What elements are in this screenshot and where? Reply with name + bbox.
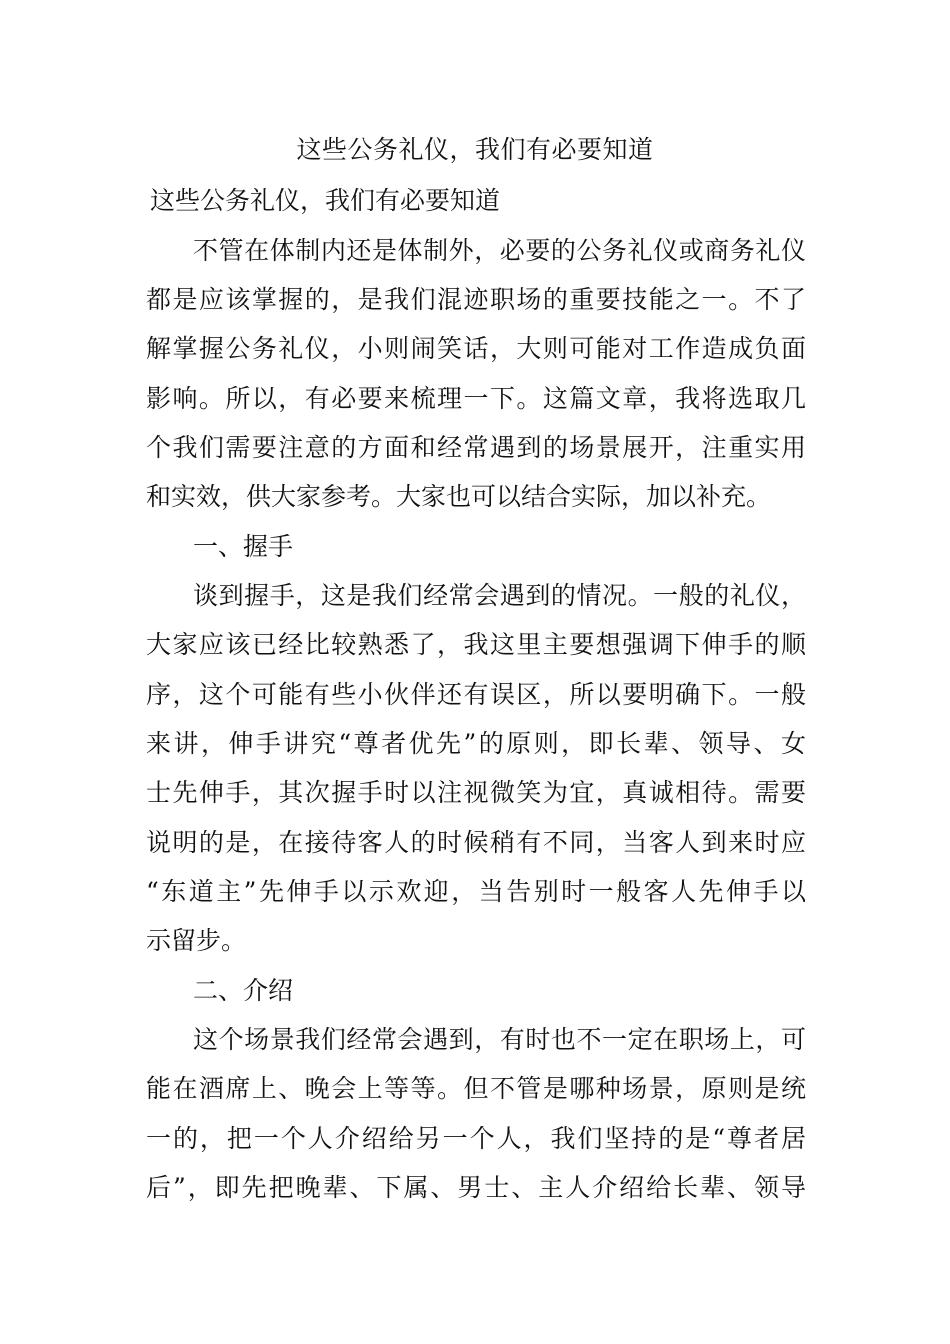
section1-line: 示留步。 [146,926,247,955]
section2-line: 后”，即先把晚辈、下属、男士、主人介绍给长辈、领导 [146,1173,806,1202]
document-title: 这些公务礼仪，我们有必要知道 [296,135,654,164]
intro-line: 个我们需要注意的方面和经常遇到的场景展开，注重实用 [146,433,806,462]
section1-line: 大家应该已经比较熟悉了，我这里主要想强调下伸手的顺 [146,630,806,659]
section1-line: 谈到握手，这是我们经常会遇到的情况。一般的礼仪， [193,581,806,610]
section1-line: 说明的是，在接待客人的时候稍有不同，当客人到来时应 [146,828,806,857]
document-subtitle: 这些公务礼仪，我们有必要知道 [150,186,501,215]
section1-line: 士先伸手，其次握手时以注视微笑为宜，真诚相待。需要 [146,778,806,807]
intro-line: 都是应该掌握的，是我们混迹职场的重要技能之一。不了 [146,285,806,314]
section1-line: “东道主”先伸手以示欢迎，当告别时一般客人先伸手以 [146,877,806,906]
intro-line: 和实效，供大家参考。大家也可以结合实际，加以补充。 [146,482,772,511]
section-heading-introduction: 二、介绍 [193,976,294,1005]
intro-line: 解掌握公务礼仪，小则闹笑话，大则可能对工作造成负面 [146,334,806,363]
section1-line: 序，这个可能有些小伙伴还有误区，所以要明确下。一般 [146,680,806,709]
intro-line: 影响。所以，有必要来梳理一下。这篇文章，我将选取几 [146,384,806,413]
section2-line: 一的，把一个人介绍给另一个人，我们坚持的是“尊者居 [146,1124,806,1153]
section-heading-handshake: 一、握手 [193,532,294,561]
section2-line: 能在酒席上、晚会上等等。但不管是哪种场景，原则是统 [146,1074,806,1103]
section2-line: 这个场景我们经常会遇到，有时也不一定在职场上，可 [193,1025,806,1054]
intro-line: 不管在体制内还是体制外，必要的公务礼仪或商务礼仪 [193,236,806,265]
section1-line: 来讲，伸手讲究“尊者优先”的原则，即长辈、领导、女 [146,729,806,758]
